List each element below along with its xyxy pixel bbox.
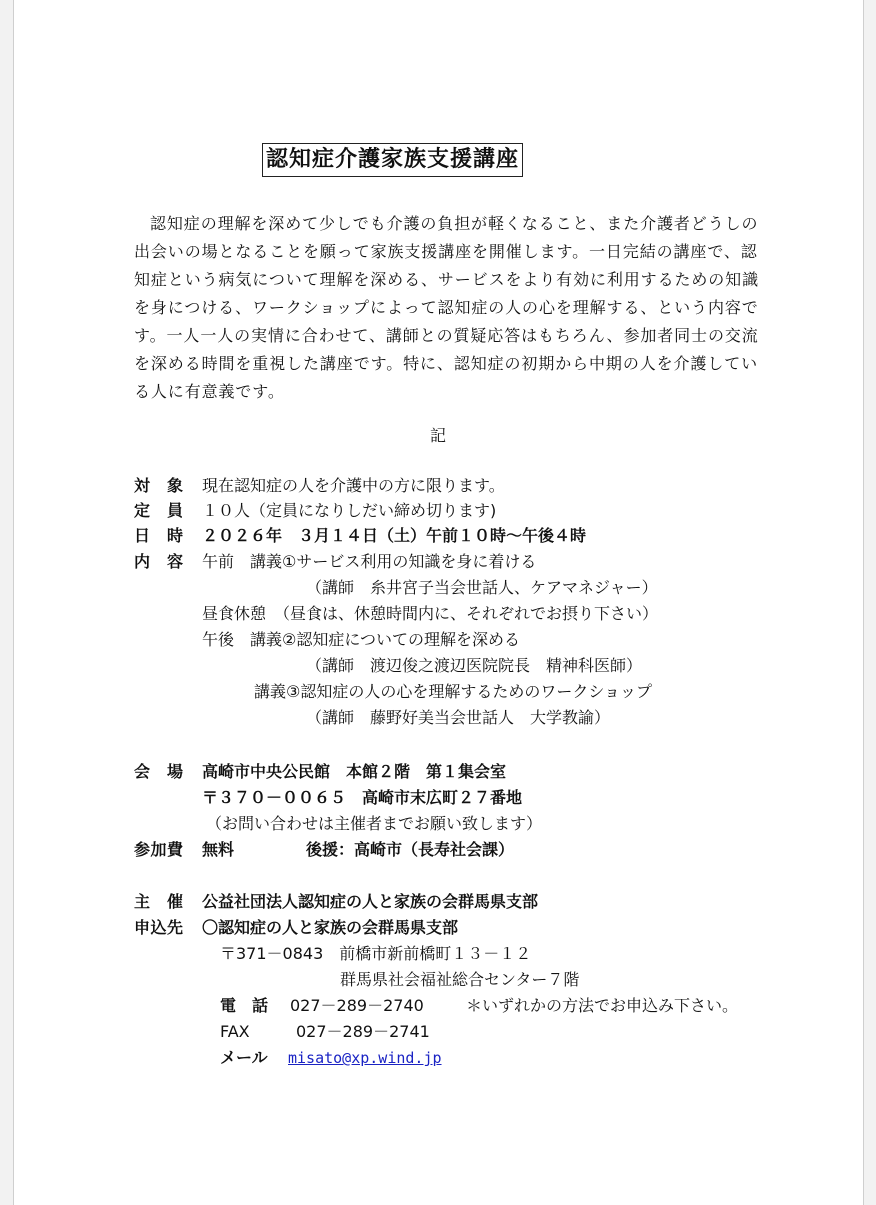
kaijo-label: 会 場 — [134, 762, 184, 781]
taisho-value: 現在認知症の人を介護中の方に限ります。 — [202, 476, 505, 495]
ki-heading: 記 — [430, 426, 447, 445]
apply-note: ＊いずれかの方法でお申込み下さい。 — [466, 996, 739, 1015]
nichiji-label: 日 時 — [134, 526, 184, 545]
moushikomi-building: 群馬県社会福祉総合センター７階 — [340, 970, 580, 989]
mail-label: メール — [220, 1048, 268, 1067]
naiyo-pm-teacher: （講師 渡辺俊之渡辺医院院長 精神科医師） — [306, 656, 643, 675]
document-page — [13, 0, 864, 1205]
moushikomi-org: 〇認知症の人と家族の会群馬県支部 — [202, 918, 459, 937]
tel-label: 電 話 — [220, 996, 269, 1015]
sankahi-value: 無料 — [202, 840, 235, 859]
naiyo-pm2: 講義③認知症の人の心を理解するためのワークショップ — [254, 682, 653, 701]
shusai-value: 公益社団法人認知症の人と家族の会群馬県支部 — [202, 892, 539, 911]
naiyo-label: 内 容 — [134, 552, 184, 571]
sankahi-label: 参加費 — [134, 840, 184, 859]
intro-paragraph — [134, 210, 764, 406]
naiyo-am: 午前 講義①サービス利用の知識を身に着ける — [202, 552, 537, 571]
naiyo-pm2-teacher: （講師 藤野好美当会世話人 大学教諭） — [306, 708, 611, 727]
naiyo-pm: 午後 講義②認知症についての理解を深める — [202, 630, 521, 649]
nichiji-value: ２０２６年 ３月１４日（土）午前１０時～午後４時 — [202, 526, 587, 545]
tel-value[interactable]: 027－289－2740 — [290, 996, 424, 1015]
intro-text: 認知症の理解を深めて少しでも介護の負担が軽くなること、また介護者どうしの出会いの場となることを願って家族支援講座を開催します。一日完結の講座で、認知症という病気について理解を深める、サービスをより有効に利用するための知識を身につける、ワークショップによって認知症の人の心を理解する、という内容です。一人一人の実情に合わせて、講師との質疑応答はもちろん、参加者同士の交流を深める時間を重視した講座です。特に、認知症の初期から中期の人を介護している人に有意義です。 — [134, 214, 759, 401]
fax-label: FAX — [220, 1022, 250, 1041]
teiin-label: 定 員 — [134, 501, 184, 520]
teiin-value: １０人（定員になりしだい締め切ります) — [202, 501, 497, 520]
fax-value: 027－289－2741 — [296, 1022, 430, 1041]
taisho-row — [134, 475, 184, 497]
kaijo-address: 〒３７０－００６５ 高崎市末広町２７番地 — [202, 788, 523, 807]
moushikomi-postal: 〒371－0843 前橋市新前橋町１３－１２ — [220, 944, 532, 963]
shusai-label: 主 催 — [134, 892, 184, 911]
page-title: 認知症介護家族支援講座 — [262, 143, 523, 177]
email-link[interactable]: misato@xp.wind.jp — [288, 1049, 442, 1067]
naiyo-am-teacher: （講師 糸井宮子当会世話人、ケアマネジャー） — [306, 578, 658, 597]
taisho-label: 対 象 — [134, 476, 184, 495]
kaijo-note: （お問い合わせは主催者までお願い致します） — [206, 814, 543, 833]
sankahi-support: 後援：高崎市（長寿社会課） — [306, 840, 515, 859]
naiyo-lunch: 昼食休憩 （昼食は、休憩時間内に、それぞれでお摂り下さい） — [202, 604, 659, 623]
mail-link-wrap — [288, 1047, 442, 1069]
kaijo-venue: 高崎市中央公民館 本館２階 第１集会室 — [202, 762, 507, 781]
moushikomi-label: 申込先 — [134, 918, 184, 937]
